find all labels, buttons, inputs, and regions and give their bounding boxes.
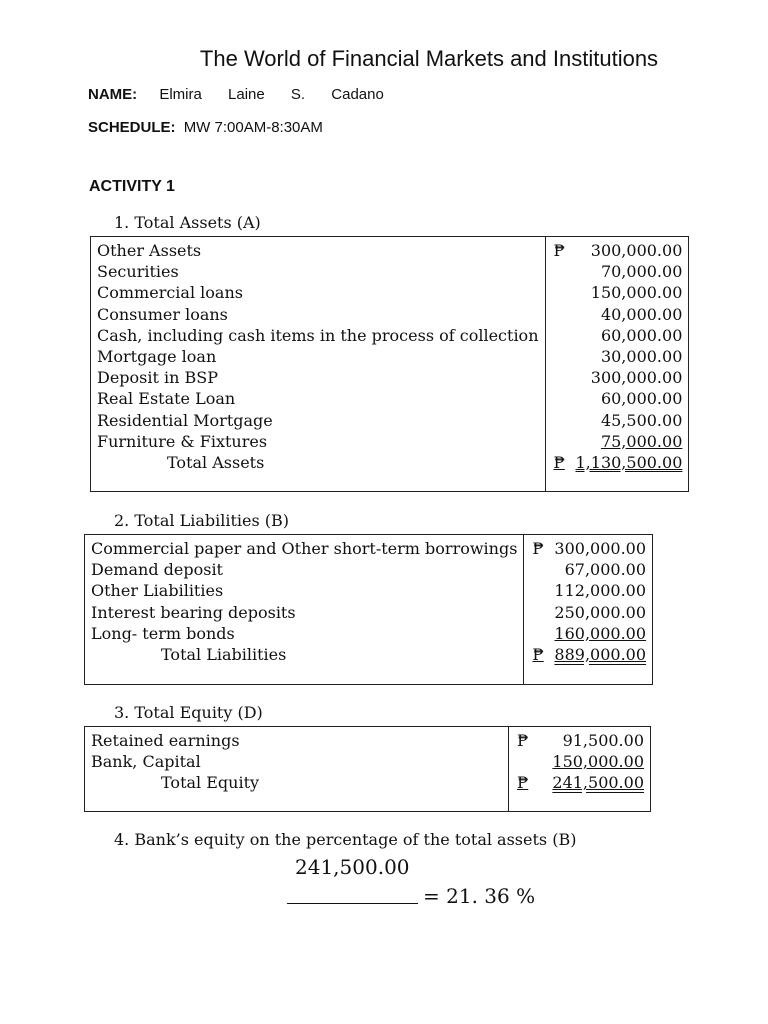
asset-label: Securities — [97, 262, 179, 282]
liabilities-labels — [85, 535, 524, 685]
assets-amounts — [545, 237, 689, 492]
asset-amount: 45,500.00 — [600, 410, 683, 430]
asset-label: Furniture & Fixtures — [97, 431, 268, 451]
asset-label: Mortgage loan — [97, 346, 217, 366]
liability-label: Other Liabilities — [91, 581, 224, 601]
asset-amount: 75,000.00 — [600, 431, 683, 451]
liability-amount: 112,000.00 — [554, 581, 647, 601]
section-heading-liabilities: 2. Total Liabilities (B) — [114, 511, 290, 530]
asset-amount: 30,000.00 — [600, 346, 683, 366]
fraction-bar — [287, 903, 418, 904]
equity-table — [84, 726, 651, 812]
peso-sign: ₱ — [517, 773, 529, 793]
schedule-line — [88, 119, 323, 136]
liability-amount: 160,000.00 — [554, 623, 647, 643]
asset-label: Cash, including cash items in the process of collection — [97, 325, 539, 345]
schedule-value: MW 7:00AM-8:30AM — [183, 119, 323, 136]
liability-amount: 300,000.00 — [554, 539, 647, 558]
section-heading-assets: 1. Total Assets (A) — [114, 213, 261, 232]
middle-initial: S. — [290, 86, 306, 103]
asset-amount: 300,000.00 — [590, 368, 683, 388]
document-title: The World of Financial Markets and Institutions — [199, 46, 659, 71]
total-assets-amount: 1,130,500.00 — [575, 452, 683, 472]
total-equity-amount: 241,500.00 — [552, 773, 644, 793]
liability-amount: 250,000.00 — [554, 602, 647, 622]
peso-sign: ₱ — [517, 731, 529, 750]
total-liabilities-amount: 889,000.00 — [554, 644, 647, 664]
asset-amount: 150,000.00 — [590, 283, 683, 303]
liability-amount: 67,000.00 — [564, 560, 647, 580]
first-name: Elmira — [159, 86, 202, 103]
asset-label: Commercial loans — [97, 283, 243, 303]
liability-label: Long- term bonds — [91, 623, 235, 643]
question-4: 4. Bank’s equity on the percentage of the total assets (B) — [114, 830, 577, 849]
equity-label: Retained earnings — [91, 731, 240, 750]
asset-amount: 60,000.00 — [600, 389, 683, 409]
equity-label: Bank, Capital — [91, 752, 201, 772]
liabilities-amounts — [524, 535, 653, 685]
total-equity-label: Total Equity — [161, 773, 260, 793]
assets-table — [90, 236, 689, 492]
fraction-result: = 21. 36 % — [423, 884, 536, 908]
asset-label: Real Estate Loan — [97, 389, 236, 409]
schedule-label: SCHEDULE: — [88, 119, 176, 136]
fraction-numerator: 241,500.00 — [295, 855, 410, 879]
assets-labels — [91, 237, 546, 492]
asset-label: Other Assets — [97, 241, 202, 260]
asset-amount: 70,000.00 — [600, 262, 683, 282]
asset-label: Residential Mortgage — [97, 410, 273, 430]
liability-label: Demand deposit — [91, 560, 223, 580]
asset-amount: 40,000.00 — [600, 304, 683, 324]
equity-labels — [85, 727, 509, 812]
peso-sign: ₱ — [532, 539, 544, 558]
activity-title: ACTIVITY 1 — [89, 178, 175, 195]
total-liabilities-label: Total Liabilities — [161, 644, 287, 664]
total-assets-label: Total Assets — [167, 452, 265, 472]
liabilities-table — [84, 534, 653, 685]
name-line — [88, 86, 406, 103]
equity-amounts — [509, 727, 651, 812]
section-heading-equity: 3. Total Equity (D) — [114, 703, 263, 722]
last-name: Cadano — [331, 86, 384, 103]
peso-sign: ₱ — [532, 644, 544, 664]
asset-label: Consumer loans — [97, 304, 228, 324]
liability-label: Commercial paper and Other short-term borrowings — [91, 539, 518, 558]
peso-sign: ₱ — [553, 241, 565, 260]
middle-name: Laine — [228, 86, 265, 103]
asset-amount: 60,000.00 — [600, 325, 683, 345]
peso-sign: ₱ — [553, 452, 565, 472]
asset-amount: 300,000.00 — [590, 241, 683, 260]
liability-label: Interest bearing deposits — [91, 602, 296, 622]
asset-label: Deposit in BSP — [97, 368, 219, 388]
equity-amount: 91,500.00 — [562, 731, 644, 750]
name-label: NAME: — [88, 86, 138, 103]
equity-amount: 150,000.00 — [552, 752, 644, 772]
